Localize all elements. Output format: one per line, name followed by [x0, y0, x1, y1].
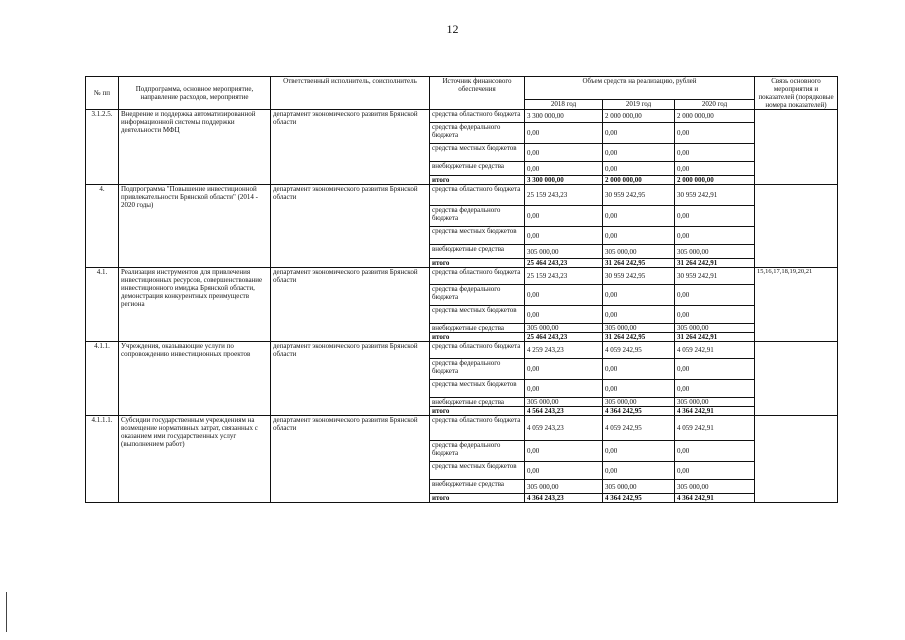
section-name: Подпрограмма "Повышение инвестиционной привлекательности Брянской области" (2014 - 2020 годы): [119, 185, 271, 268]
amount-2018: 3 300 000,00: [525, 110, 603, 123]
funding-source: итого: [430, 176, 525, 185]
funding-source: итого: [430, 407, 525, 416]
amount-2020: 0,00: [675, 144, 755, 162]
amount-2018: 0,00: [525, 285, 603, 306]
funding-source: средства областного бюджета: [430, 416, 525, 441]
amount-2020: 0,00: [675, 285, 755, 306]
amount-2019: 305 000,00: [603, 480, 675, 494]
section-name: Реализация инструментов для привлечения инвестиционных ресурсов, совершенствование инвестиционного имиджа Брянской области, демонстрация конкурентных преимуществ региона: [119, 268, 271, 342]
section-executor: департамент экономического развития Брянской области: [271, 110, 430, 185]
amount-2020: 0,00: [675, 306, 755, 324]
amount-2018: 4 364 243,23: [525, 494, 603, 503]
amount-2020: 305 000,00: [675, 480, 755, 494]
amount-2020: 305 000,00: [675, 398, 755, 407]
table-header: [86, 77, 838, 110]
amount-2020: 4 059 242,91: [675, 416, 755, 441]
funding-source: средства местных бюджетов: [430, 380, 525, 398]
indicator-links: [755, 110, 838, 185]
section-executor: департамент экономического развития Брянской области: [271, 342, 430, 416]
amount-2020: 0,00: [675, 462, 755, 480]
funding-source: средства федерального бюджета: [430, 206, 525, 227]
section-executor: департамент экономического развития Брянской области: [271, 268, 430, 342]
funding-source: средства местных бюджетов: [430, 462, 525, 480]
funding-source: внебюджетные средства: [430, 324, 525, 333]
header-links: Связь основного мероприятия и показателей (порядковые номера показателей): [755, 77, 838, 110]
funding-source: средства областного бюджета: [430, 268, 525, 285]
amount-2018: 3 300 000,00: [525, 176, 603, 185]
amount-2018: 4 059 243,23: [525, 416, 603, 441]
funding-source: средства местных бюджетов: [430, 306, 525, 324]
amount-2020: 0,00: [675, 227, 755, 245]
funding-source: итого: [430, 259, 525, 268]
amount-2019: 0,00: [603, 206, 675, 227]
amount-2019: 31 264 242,95: [603, 259, 675, 268]
amount-2019: 4 059 242,95: [603, 342, 675, 359]
indicator-links: 15,16,17,18,19,20,21: [755, 268, 838, 342]
header-amount: Объем средств на реализацию, рублей: [525, 77, 755, 100]
amount-2020: 0,00: [675, 123, 755, 144]
funding-source: средства федерального бюджета: [430, 441, 525, 462]
indicator-links: [755, 342, 838, 416]
amount-2019: 30 959 242,95: [603, 185, 675, 206]
amount-2019: 0,00: [603, 380, 675, 398]
amount-2018: 0,00: [525, 462, 603, 480]
header-executor: Ответственный исполнитель, соисполнитель: [271, 77, 430, 110]
section-number: 4.: [86, 185, 119, 268]
table-row: [86, 342, 838, 359]
amount-2020: 0,00: [675, 380, 755, 398]
amount-2020: 305 000,00: [675, 245, 755, 259]
amount-2018: 305 000,00: [525, 324, 603, 333]
amount-2019: 0,00: [603, 359, 675, 380]
amount-2018: 0,00: [525, 206, 603, 227]
amount-2018: 4 259 243,23: [525, 342, 603, 359]
amount-2018: 0,00: [525, 441, 603, 462]
funding-source: итого: [430, 494, 525, 503]
section-number: 4.1.1.: [86, 342, 119, 416]
amount-2019: 305 000,00: [603, 324, 675, 333]
table-row: [86, 110, 838, 123]
section-executor: департамент экономического развития Брянской области: [271, 185, 430, 268]
amount-2020: 31 264 242,91: [675, 333, 755, 342]
budget-table: [85, 76, 838, 503]
amount-2018: 0,00: [525, 162, 603, 176]
section-number: 4.1.: [86, 268, 119, 342]
section-name: Субсидии государственным учреждениям на возмещение нормативных затрат, связанных с оказанием ими государственных услуг (выполнением работ): [119, 416, 271, 503]
header-year-2019: 2019 год: [603, 99, 675, 109]
amount-2019: 4 059 242,95: [603, 416, 675, 441]
funding-source: средства местных бюджетов: [430, 227, 525, 245]
indicator-links: [755, 416, 838, 503]
amount-2018: 25 464 243,23: [525, 259, 603, 268]
funding-source: средства федерального бюджета: [430, 123, 525, 144]
funding-source: внебюджетные средства: [430, 398, 525, 407]
amount-2019: 0,00: [603, 285, 675, 306]
amount-2019: 0,00: [603, 144, 675, 162]
amount-2018: 4 564 243,23: [525, 407, 603, 416]
amount-2019: 4 364 242,95: [603, 407, 675, 416]
amount-2019: 305 000,00: [603, 398, 675, 407]
amount-2018: 0,00: [525, 306, 603, 324]
amount-2020: 305 000,00: [675, 324, 755, 333]
amount-2018: 0,00: [525, 359, 603, 380]
amount-2020: 2 000 000,00: [675, 110, 755, 123]
amount-2018: 25 464 243,23: [525, 333, 603, 342]
section-name: Внедрение и поддержка автоматизированной информационной системы поддержки деятельности МФЦ: [119, 110, 271, 185]
amount-2018: 305 000,00: [525, 245, 603, 259]
amount-2019: 0,00: [603, 162, 675, 176]
funding-source: средства федерального бюджета: [430, 285, 525, 306]
amount-2020: 0,00: [675, 441, 755, 462]
amount-2018: 0,00: [525, 123, 603, 144]
indicator-links: [755, 185, 838, 268]
funding-source: средства федерального бюджета: [430, 359, 525, 380]
section-executor: департамент экономического развития Брянской области: [271, 416, 430, 503]
funding-source: внебюджетные средства: [430, 480, 525, 494]
amount-2019: 2 000 000,00: [603, 110, 675, 123]
header-num: № пп: [86, 77, 119, 110]
amount-2019: 0,00: [603, 123, 675, 144]
amount-2020: 0,00: [675, 359, 755, 380]
table-row: [86, 185, 838, 206]
header-year-2018: 2018 год: [525, 99, 603, 109]
amount-2018: 0,00: [525, 380, 603, 398]
funding-source: итого: [430, 333, 525, 342]
page-number: 12: [446, 22, 459, 36]
table-row: [86, 416, 838, 441]
amount-2020: 2 000 000,00: [675, 176, 755, 185]
amount-2019: 0,00: [603, 462, 675, 480]
amount-2020: 4 059 242,91: [675, 342, 755, 359]
amount-2019: 0,00: [603, 306, 675, 324]
amount-2018: 25 159 243,23: [525, 185, 603, 206]
funding-source: средства областного бюджета: [430, 185, 525, 206]
amount-2020: 30 959 242,91: [675, 185, 755, 206]
amount-2019: 30 959 242,95: [603, 268, 675, 285]
funding-source: средства областного бюджета: [430, 110, 525, 123]
amount-2020: 31 264 242,91: [675, 259, 755, 268]
header-source: Источник финансового обеспечения: [430, 77, 525, 110]
section-number: 3.1.2.5.: [86, 110, 119, 185]
table-row: [86, 268, 838, 285]
funding-source: внебюджетные средства: [430, 245, 525, 259]
amount-2018: 305 000,00: [525, 398, 603, 407]
amount-2019: 0,00: [603, 441, 675, 462]
amount-2019: 31 264 242,95: [603, 333, 675, 342]
funding-source: внебюджетные средства: [430, 162, 525, 176]
amount-2018: 0,00: [525, 227, 603, 245]
section-name: Учреждения, оказывающие услуги по сопровождению инвестиционных проектов: [119, 342, 271, 416]
header-name: Подпрограмма, основное мероприятие, направление расходов, мероприятие: [119, 77, 271, 110]
amount-2019: 2 000 000,00: [603, 176, 675, 185]
amount-2019: 0,00: [603, 227, 675, 245]
section-number: 4.1.1.1.: [86, 416, 119, 503]
amount-2020: 30 959 242,91: [675, 268, 755, 285]
amount-2019: 4 364 242,95: [603, 494, 675, 503]
funding-source: средства областного бюджета: [430, 342, 525, 359]
amount-2020: 0,00: [675, 206, 755, 227]
table-body: [86, 110, 838, 503]
amount-2018: 25 159 243,23: [525, 268, 603, 285]
amount-2020: 0,00: [675, 162, 755, 176]
amount-2020: 4 364 242,91: [675, 494, 755, 503]
funding-source: средства местных бюджетов: [430, 144, 525, 162]
amount-2019: 305 000,00: [603, 245, 675, 259]
margin-mark: [6, 592, 7, 632]
amount-2018: 0,00: [525, 144, 603, 162]
header-year-2020: 2020 год: [675, 99, 755, 109]
amount-2018: 305 000,00: [525, 480, 603, 494]
amount-2020: 4 364 242,91: [675, 407, 755, 416]
